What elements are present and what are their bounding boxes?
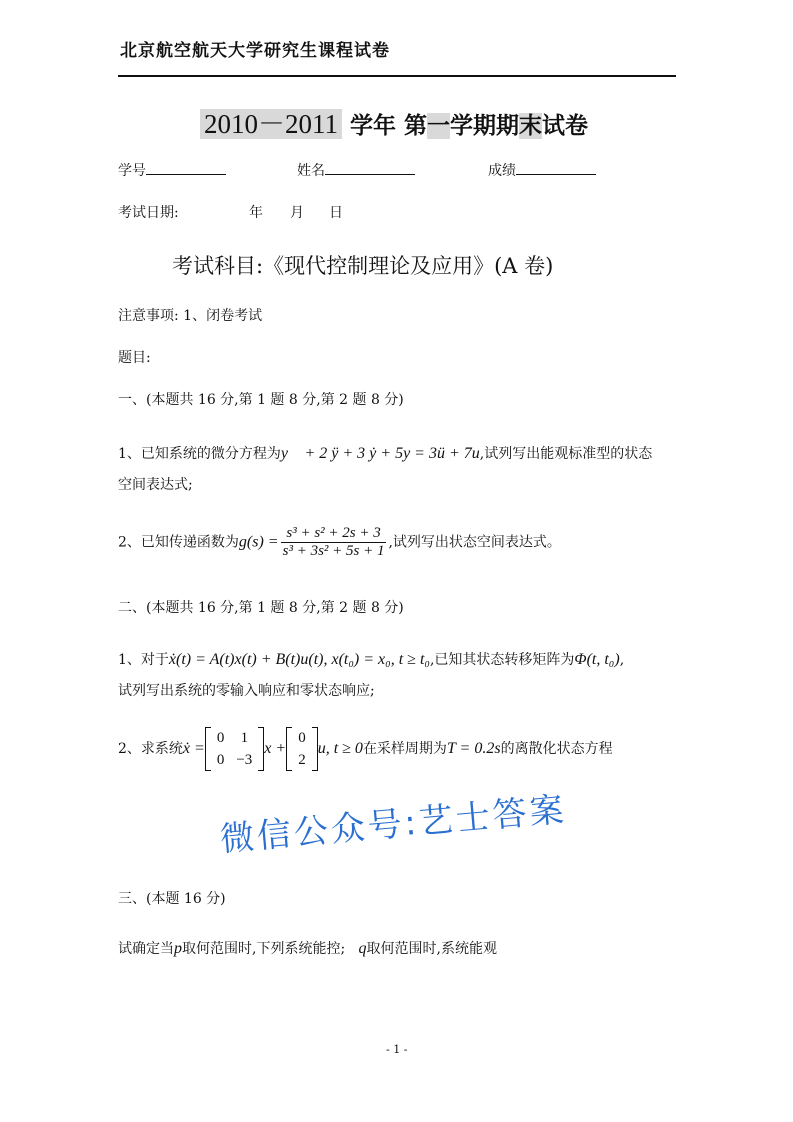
section-3-heading: 三、(本题 16 分)	[118, 891, 226, 907]
differential-equation: y⃛ + 2 ÿ + 3 ẏ + 5y = 3ü + 7u	[280, 445, 480, 462]
section-2-question-1: 1、对于ẋ(t) = A(t)x(t) + B(t)u(t), x(t₀) = x₀, t ≥ t₀,已知其状态转移矩阵为Φ(t, t₀),	[118, 651, 625, 668]
matrix-b-cell: 2	[298, 752, 306, 768]
section-1-question-1: 1、已知系统的微分方程为y⃛ + 2 ÿ + 3 ẏ + 5y = 3ü + 7u,试列写出能观标准型的状态	[118, 445, 653, 462]
exam-date-label: 考试日期:	[118, 205, 179, 221]
matrix-a-cell: 0	[216, 752, 225, 768]
name-field: 姓名	[297, 160, 415, 180]
matrix-b	[286, 727, 318, 771]
notes: 注意事项: 1、闭卷考试	[118, 308, 263, 324]
matrix-a	[205, 727, 264, 771]
watermark: 微信公众号:艺士答案	[218, 789, 569, 860]
transfer-function: $\frac{\text{s³ + s² + 2s + 3}}{\text{s³ + 3s² + 5s + 1}}$	[282, 525, 385, 559]
date-month: 月	[290, 205, 304, 221]
matrix-a-cell: 0	[216, 730, 225, 746]
document-header: 北京航空航天大学研究生课程试卷	[120, 41, 390, 61]
section-2-question-1-line-2: 试列写出系统的零输入响应和零状态响应;	[118, 683, 375, 699]
matrix-a-cell: 1	[240, 730, 249, 746]
student-id-field: 学号	[118, 160, 226, 180]
section-1-heading: 一、(本题共 16 分,第 1 题 8 分,第 2 题 8 分)	[118, 392, 404, 408]
date-day: 日	[329, 205, 343, 221]
header-rule	[118, 75, 676, 77]
student-id-blank[interactable]	[146, 160, 226, 175]
matrix-b-cell: 0	[298, 730, 306, 746]
questions-label: 题目:	[118, 350, 151, 366]
exam-subject: 考试科目:《现代控制理论及应用》(A 卷)	[172, 254, 554, 278]
score-field: 成绩	[488, 160, 596, 180]
section-3-text: 试确定当p取何范围时,下列系统能控; q取何范围时,系统能观	[118, 940, 497, 957]
date-year: 年	[249, 205, 263, 221]
section-1-question-2: 2、已知传递函数为g(s) = $\frac{\text{s³ + s² + 2s + 3}}{\text{s³ + 3s² + 5s + 1}}$ ,试列写出状态空间表达式。	[118, 525, 561, 559]
section-2-heading: 二、(本题共 16 分,第 1 题 8 分,第 2 题 8 分)	[118, 600, 404, 616]
score-blank[interactable]	[516, 160, 596, 175]
exam-title: 2010－2011 学年 第一学期期末试卷	[200, 102, 588, 141]
section-2-question-2: 2、求系统ẋ = 0 1 0 −3 x + 0 2 u, t ≥ 0在采样周期为T = 0.2s的离散化状态方程	[118, 727, 613, 771]
page-number: - 1 -	[386, 1043, 408, 1056]
name-blank[interactable]	[325, 160, 415, 175]
section-1-question-1-line-2: 空间表达式;	[118, 477, 193, 493]
matrix-a-cell: −3	[236, 752, 253, 768]
